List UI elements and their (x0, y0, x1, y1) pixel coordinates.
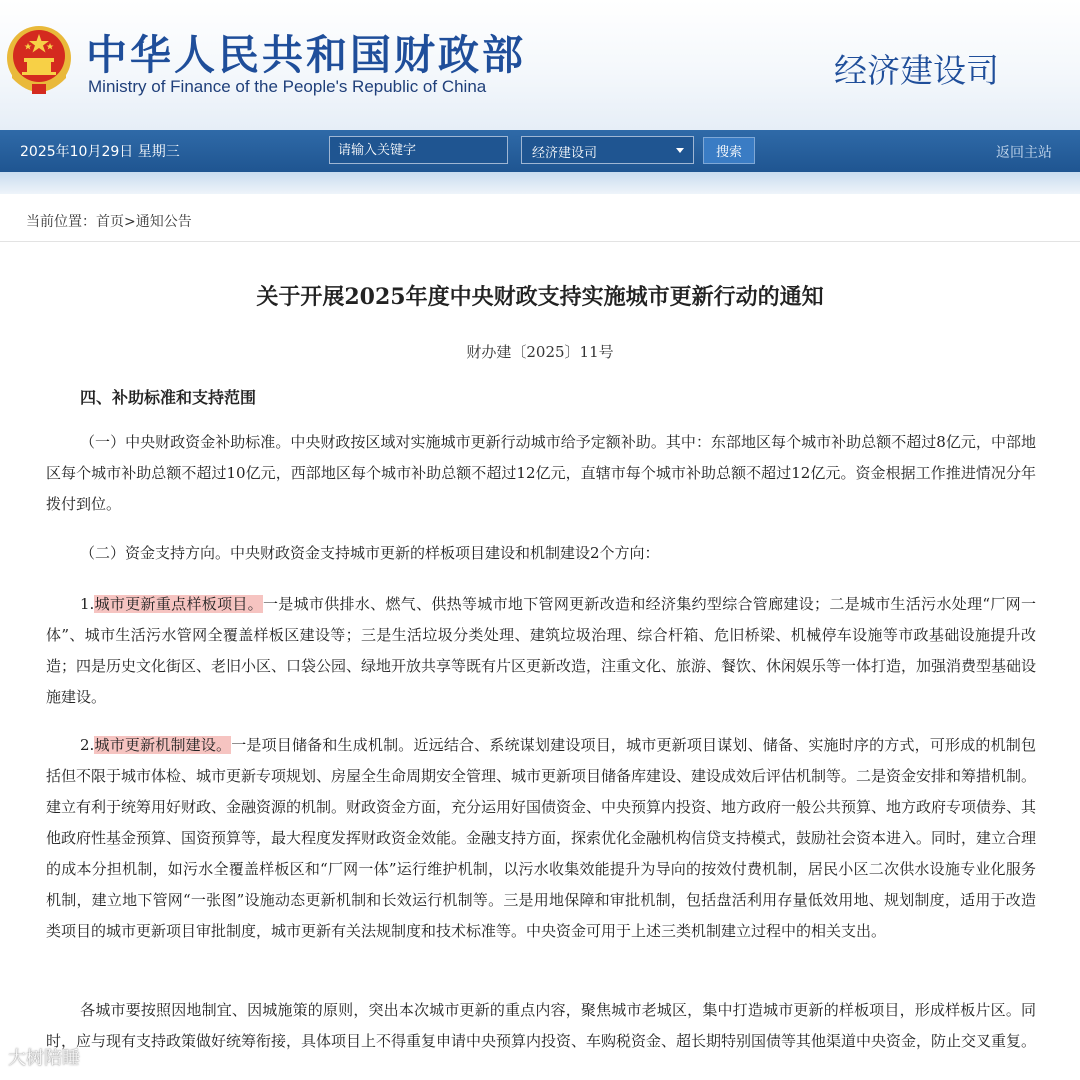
paragraph-text: （一）中央财政资金补助标准。中央财政按区域对实施城市更新行动城市给予定额补助。其中：东部地区每个城市补助总额不超过8亿元，中部地区每个城市补助总额不超过10亿元，西部地区每个城市补助总额不超过12亿元，直辖市每个城市补助总额不超过12亿元。资金根据工作推进情况分年拨付到位。 (46, 433, 1036, 513)
department-select[interactable] (521, 136, 694, 164)
paragraph-subsidy-standard (46, 427, 1036, 520)
item-number: 1. (80, 595, 95, 613)
paragraph-mechanism (46, 730, 1036, 947)
article-title: 关于开展2025年度中央财政支持实施城市更新行动的通知 (256, 284, 824, 310)
paragraph-funding-direction (46, 538, 1036, 569)
paragraph-text: （二）资金支持方向。中央财政资金支持城市更新的样板项目建设和机制建设2个方向： (80, 544, 660, 562)
document-number: 财办建〔2025〕11号 (466, 343, 614, 361)
site-subtitle: Ministry of Finance of the People's Republic of China (88, 77, 487, 96)
national-emblem-icon[interactable] (4, 18, 74, 98)
department-name: 经济建设司 (834, 51, 999, 90)
breadcrumb-current[interactable]: 通知公告 (135, 214, 192, 230)
highlighted-heading: 城市更新机制建设。 (94, 736, 232, 754)
department-select-value: 经济建设司 (532, 146, 598, 161)
watermark: 大树陪睡 (8, 1048, 80, 1069)
search-button[interactable]: 搜索 (703, 137, 755, 164)
site-header (0, 0, 1080, 130)
current-date: 2025年10月29日 星期三 (20, 144, 180, 160)
breadcrumb-home[interactable]: 首页 (96, 214, 124, 230)
paragraph-text: 一是项目储备和生成机制。近远结合、系统谋划建设项目，城市更新项目谋划、储备、实施时序的方式，可形成的机制包括但不限于城市体检、城市更新专项规划、房屋全生命周期安全管理、城市更新项目储备库建设、建设成效后评估机制等。二是资金安排和筹措机制。建立有利于统筹用好财政、金融资源的机制。财政资金方面，充分运用好国债资金、中央预算内投资、地方政府一般公共预算、地方政府专项债券、其他政府性基金预算、国资预算等，最大程度发挥财政资金效能。金融支持方面，探索优化金融机构信贷支持模式，鼓励社会资本进入。同时，建立合理的成本分担机制，如污水全覆盖样板区和“厂网一体”运行维护机制，以污水收集效能提升为导向的按效付费机制，居民小区二次供水设施专业化服务机制，建立地下管网“一张图”设施动态更新机制和长效运行机制等。三是用地保障和审批机制，包括盘活利用存量低效用地、规划制度，适用于改造类项目的城市更新项目审批制度，城市更新有关法规制度和技术标准等。中央资金可用于上述三类机制建立过程中的相关支出。 (46, 736, 1037, 940)
search-input[interactable] (329, 136, 508, 164)
section-heading: 四、补助标准和支持范围 (80, 388, 257, 407)
paragraph-text: 各城市要按照因地制宜、因城施策的原则，突出本次城市更新的重点内容，聚焦城市老城区，集中打造城市更新的样板项目，形成样板片区。同时，应与现有支持政策做好统筹衔接，具体项目上不得重复申请中央预算内投资、车购税资金、超长期特别国债等其他渠道中央资金，防止交叉重复。 (46, 1001, 1037, 1050)
item-number: 2. (80, 736, 95, 754)
site-title: 中华人民共和国财政部 (86, 31, 526, 79)
nav-bar (0, 130, 1080, 172)
chevron-down-icon (676, 148, 684, 153)
breadcrumb-label: 当前位置： (26, 214, 96, 230)
paragraph-key-projects (46, 589, 1036, 713)
highlighted-heading: 城市更新重点样板项目。 (94, 595, 263, 613)
breadcrumb (26, 211, 192, 231)
return-home-link[interactable]: 返回主站 (996, 145, 1052, 161)
paragraph-text: 一是城市供排水、燃气、供热等城市地下管网更新改造和经济集约型综合管廊建设；二是城市生活污水处理“厂网一体”、城市生活污水管网全覆盖样板区建设等；三是生活垃圾分类处理、建筑垃圾治理、综合杆箱、危旧桥梁、机械停车设施等市政基础设施提升改造；四是历史文化街区、老旧小区、口袋公园、绿地开放共享等既有片区更新改造，注重文化、旅游、餐饮、休闲娱乐等一体打造，加强消费型基础设施建设。 (46, 595, 1037, 706)
paragraph-city-requirements (46, 995, 1036, 1057)
nav-band (0, 172, 1080, 194)
breadcrumb-separator: > (124, 214, 136, 230)
divider (0, 241, 1080, 242)
